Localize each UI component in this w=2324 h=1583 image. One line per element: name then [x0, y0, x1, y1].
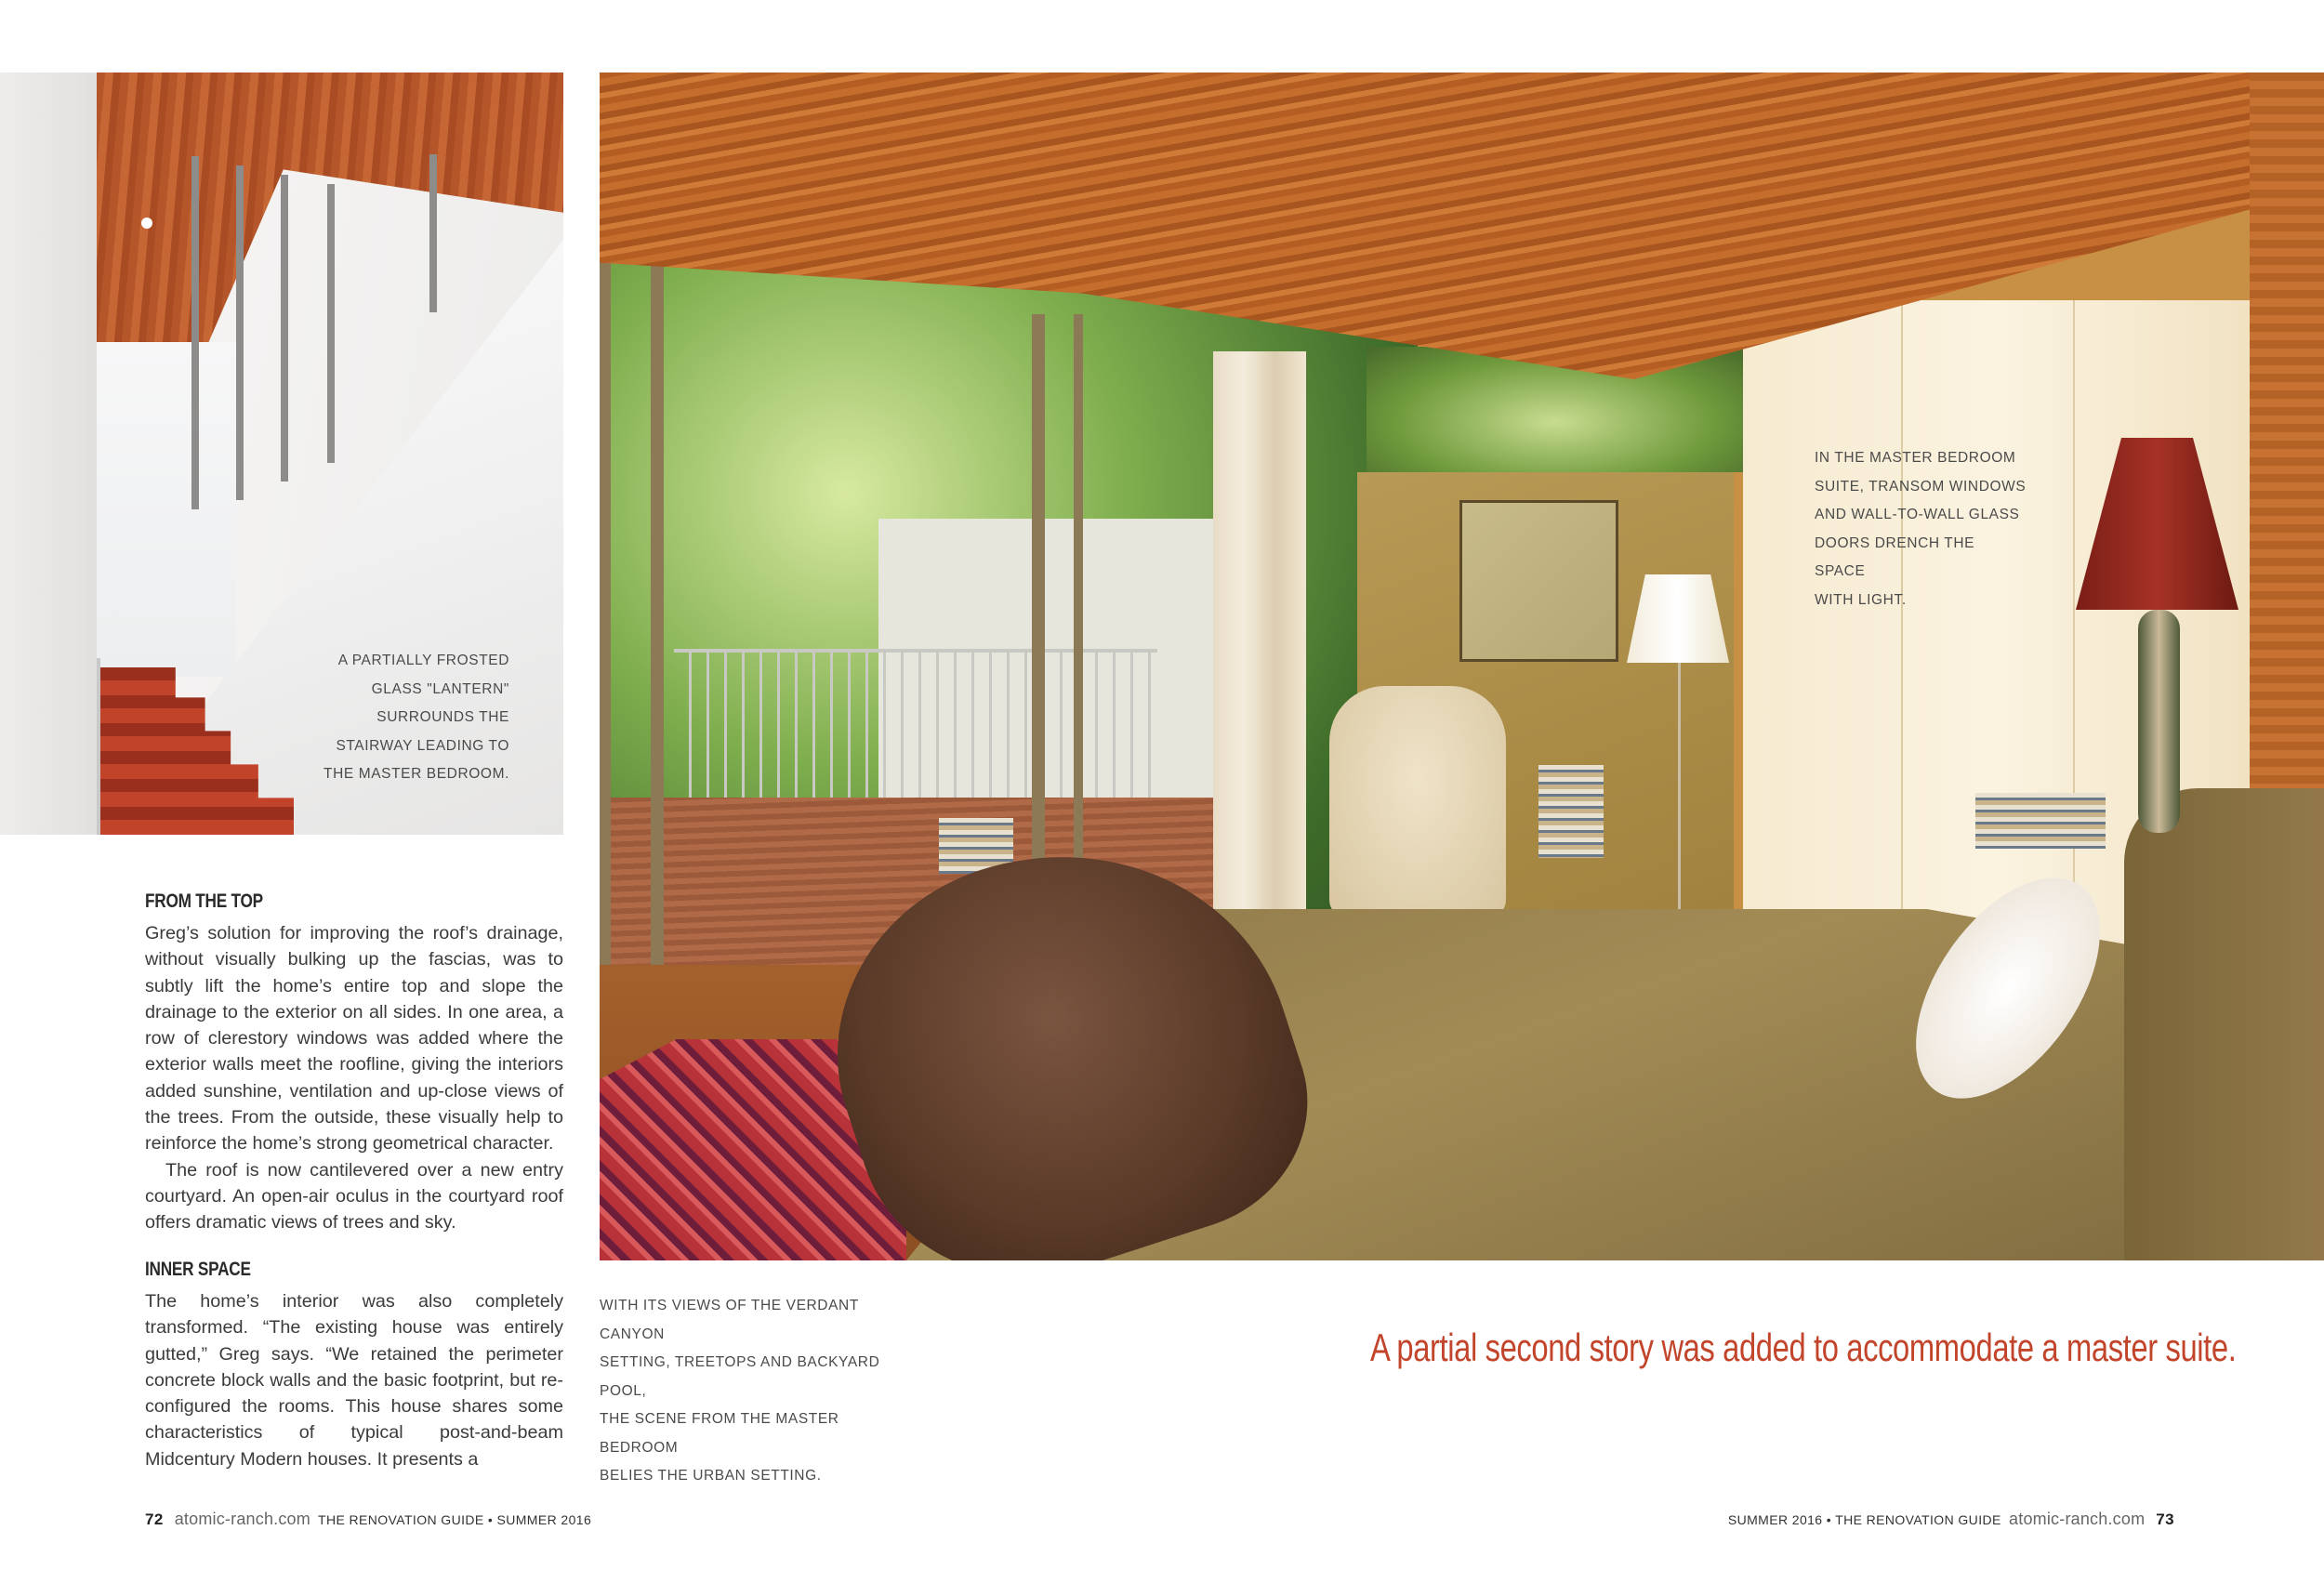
- site-url: atomic-ranch.com: [174, 1510, 310, 1528]
- footer-left: [138, 1510, 591, 1529]
- pull-quote: A partial second story was added to accommodate a master suite.: [1370, 1326, 2237, 1369]
- paragraph: The home’s interior was also completely transformed. “The existing house was entirely gutted,” Greg says. “We retained the perimeter concrete block walls and the basic footprint, but re-configured the rooms. This house shares some characteristics of typical post-and-beam Midcentury Modern houses. It presents a: [145, 1291, 563, 1470]
- body-text-section2: [145, 1288, 563, 1472]
- footer-right: [1728, 1510, 2182, 1529]
- site-url: atomic-ranch.com: [2009, 1510, 2146, 1528]
- bedroom-caption: IN THE MASTER BEDROOM SUITE, TRANSOM WINDOWS AND WALL-TO-WALL GLASS DOORS DRENCH THE SPACE WITH LIGHT.: [1815, 450, 2027, 608]
- stair-caption: A PARTIALLY FROSTED GLASS "LANTERN" SURROUNDS THE STAIRWAY LEADING TO THE MASTER BEDROOM.: [324, 653, 509, 782]
- issue-label: THE RENOVATION GUIDE • SUMMER 2016: [318, 1512, 592, 1527]
- page-number: 73: [2156, 1510, 2174, 1528]
- paragraph: The roof is now cantilevered over a new entry courtyard. An open-air oculus in the courtyard roof offers dramatic views of trees and sky.: [145, 1159, 563, 1233]
- page-number: 72: [145, 1510, 164, 1528]
- section-heading-from-the-top: FROM THE TOP: [145, 890, 263, 912]
- issue-label: SUMMER 2016 • THE RENOVATION GUIDE: [1727, 1512, 2001, 1527]
- view-caption: WITH ITS VIEWS OF THE VERDANT CANYON SETTING, TREETOPS AND BACKYARD POOL, THE SCENE FROM THE MASTER BEDROOM BELIES THE URBAN SETTING.: [600, 1298, 880, 1484]
- master-bedroom-photo: [600, 73, 2324, 1260]
- body-text-section1: [145, 920, 563, 1236]
- paragraph: Greg’s solution for improving the roof’s drainage, without visually bulking up the fascias, was to subtly lift the home’s entire top and slope the drainage to the exterior on all sides. In one area, a row of clerestory windows was added where the exterior walls meet the roofline, giving the interiors added sunshine, ventilation and up-close views of the trees. From the outside, these visually help to reinforce the home’s strong geometrical character.: [145, 923, 563, 1154]
- section-heading-inner-space: INNER SPACE: [145, 1259, 251, 1280]
